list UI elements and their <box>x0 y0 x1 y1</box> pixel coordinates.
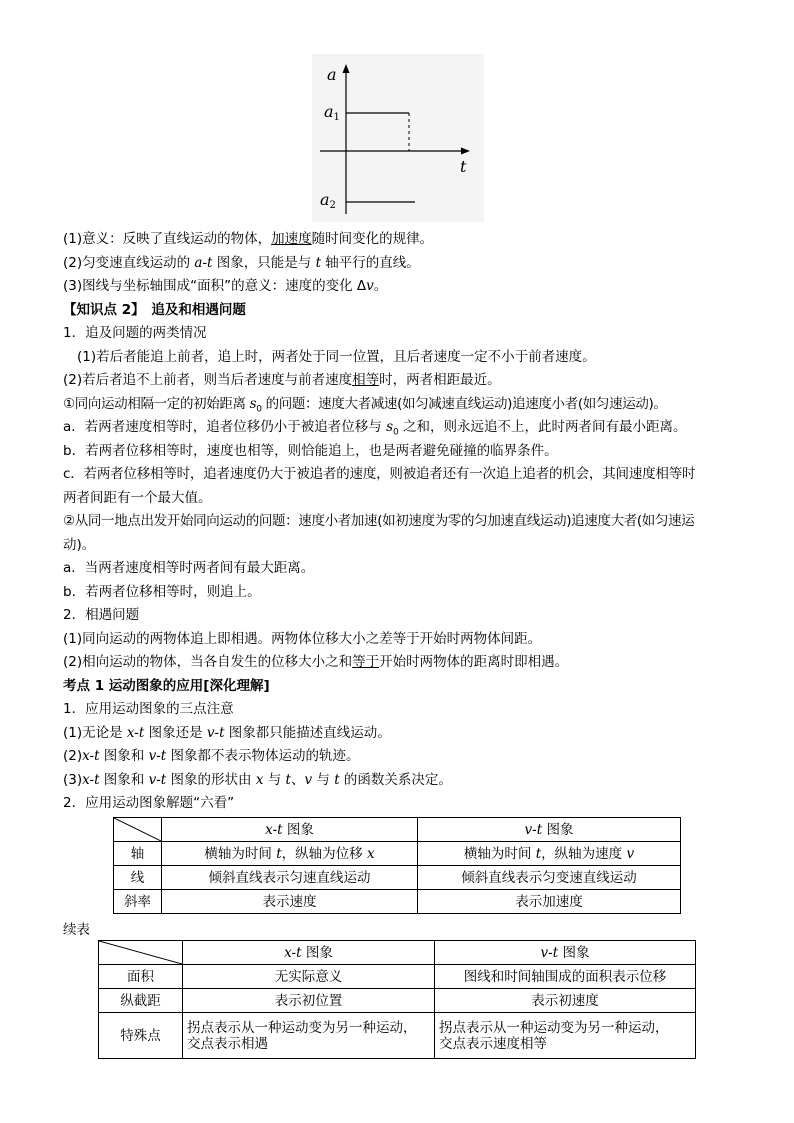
table-row <box>114 818 681 842</box>
cell-vt: 拐点表示从一种运动变为另一种运动， 交点表示速度相等 <box>435 1013 696 1059</box>
header-vt: v-t 图象 <box>435 941 696 965</box>
continued-label: 续表 <box>63 922 90 938</box>
chase-case-2-line2: 动)。 <box>63 536 96 553</box>
chase-case-1-b: b．若两者位移相等时，速度也相等，则恰能追上，也是两者避免碰撞的临界条件。 <box>63 442 558 459</box>
row-key: 轴 <box>114 842 162 866</box>
chase-case-2-line1: ②从同一地点出发开始同向运动的问题：速度小者加速(如初速度为零的匀加速直线运动)追速度大者(如匀速运 <box>63 513 695 529</box>
table-row <box>99 965 696 989</box>
y-axis-label: a <box>327 65 337 84</box>
note-3: (3)x-t 图象和 v-t 图象的形状由 x 与 t、v 与 t 的函数关系决定。 <box>63 771 452 788</box>
chase-p2: (2)若后者追不上前者，则当后者速度与前者速度相等时，两者相距最近。 <box>63 372 501 388</box>
six-look-heading: 2．应用运动图象解题“六看” <box>63 795 235 811</box>
row-key: 斜率 <box>114 890 162 914</box>
header-xt: x-t 图象 <box>162 818 418 842</box>
note-1: (1)无论是 x-t 图象还是 v-t 图象都只能描述直线运动。 <box>63 724 391 741</box>
table-row <box>99 1013 696 1059</box>
chase-p1: (1)若后者能追上前者，追上时，两者处于同一位置，且后者速度一定不小于前者速度。 <box>77 348 596 365</box>
body-text <box>63 228 743 816</box>
exam-point-1-title: 考点 1 运动图象的应用[深化理解] <box>63 677 270 694</box>
chase-case-2-b: b．若两者位移相等时，则追上。 <box>63 583 261 600</box>
meet-p2: (2)相向运动的物体，当各自发生的位移大小之和等于开始时两物体的距离时即相遇。 <box>63 654 569 670</box>
notes-heading: 1．应用运动图象的三点注意 <box>63 701 234 717</box>
cell-xt: 拐点表示从一种运动变为另一种运动， 交点表示相遇 <box>183 1013 435 1059</box>
row-key: 纵截距 <box>99 989 183 1013</box>
meaning-3: (3)图线与坐标轴围成“面积”的意义：速度的变化 Δv。 <box>63 278 388 294</box>
cell-vt: 横轴为时间 t，纵轴为速度 v <box>418 842 681 866</box>
cell-xt: 无实际意义 <box>183 965 435 989</box>
diagonal-header-cell <box>99 941 183 965</box>
cell-vt: 倾斜直线表示匀变速直线运动 <box>418 866 681 890</box>
header-xt: x-t 图象 <box>183 941 435 965</box>
chase-case-1-a: a．若两者速度相等时，追者位移仍小于被追者位移与 $s_0$ 之和，则永远追不上，此时两者间有最小距离。 <box>63 419 687 438</box>
a1-label: a1 <box>324 102 340 123</box>
six-look-table <box>113 817 681 914</box>
note-2: (2)x-t 图象和 v-t 图象都不表示物体运动的轨迹。 <box>63 748 360 764</box>
six-look-table-continued <box>98 940 696 1059</box>
chase-case-2-a: a．当两者速度相等时两者间有最大距离。 <box>63 560 315 576</box>
a-t-graph <box>312 54 484 222</box>
row-key: 特殊点 <box>99 1013 183 1059</box>
cell-xt: 横轴为时间 t，纵轴为位移 x <box>162 842 418 866</box>
a2-label: a2 <box>320 190 336 211</box>
header-vt: v-t 图象 <box>418 818 681 842</box>
diagonal-header-cell <box>114 818 162 842</box>
cell-xt: 表示速度 <box>162 890 418 914</box>
row-key: 线 <box>114 866 162 890</box>
meet-heading: 2．相遇问题 <box>63 607 140 623</box>
meaning-1: (1)意义：反映了直线运动的物体，加速度随时间变化的规律。 <box>63 231 434 247</box>
table-row <box>114 842 681 866</box>
x-axis-label: t <box>460 157 467 176</box>
chase-heading: 1．追及问题的两类情况 <box>63 325 207 341</box>
chase-case-1-c-line1: c．若两者位移相等时，追者速度仍大于被追者的速度，则被追者还有一次追上追者的机会，其间速度相等时 <box>63 466 696 482</box>
knowledge-point-2-title: 【知识点 2】 追及和相遇问题 <box>63 301 246 318</box>
meet-p1: (1)同向运动的两物体追上即相遇。两物体位移大小之差等于开始时两物体间距。 <box>63 630 542 647</box>
table-row <box>99 989 696 1013</box>
cell-xt: 表示初位置 <box>183 989 435 1013</box>
chase-case-1-c-line2: 两者间距有一个最大值。 <box>63 489 212 506</box>
chase-case-1: ①同向运动相隔一定的初始距离 $s_0$ 的问题：速度大者减速(如匀减速直线运动)追速度小者(如匀速运动)。 <box>63 395 667 415</box>
table-row <box>99 941 696 965</box>
table-row <box>114 890 681 914</box>
cell-vt: 表示加速度 <box>418 890 681 914</box>
meaning-2: (2)匀变速直线运动的 a-t 图象，只能是与 t 轴平行的直线。 <box>63 254 420 271</box>
table-row <box>114 866 681 890</box>
cell-xt: 倾斜直线表示匀速直线运动 <box>162 866 418 890</box>
cell-vt: 图线和时间轴围成的面积表示位移 <box>435 965 696 989</box>
row-key: 面积 <box>99 965 183 989</box>
cell-vt: 表示初速度 <box>435 989 696 1013</box>
